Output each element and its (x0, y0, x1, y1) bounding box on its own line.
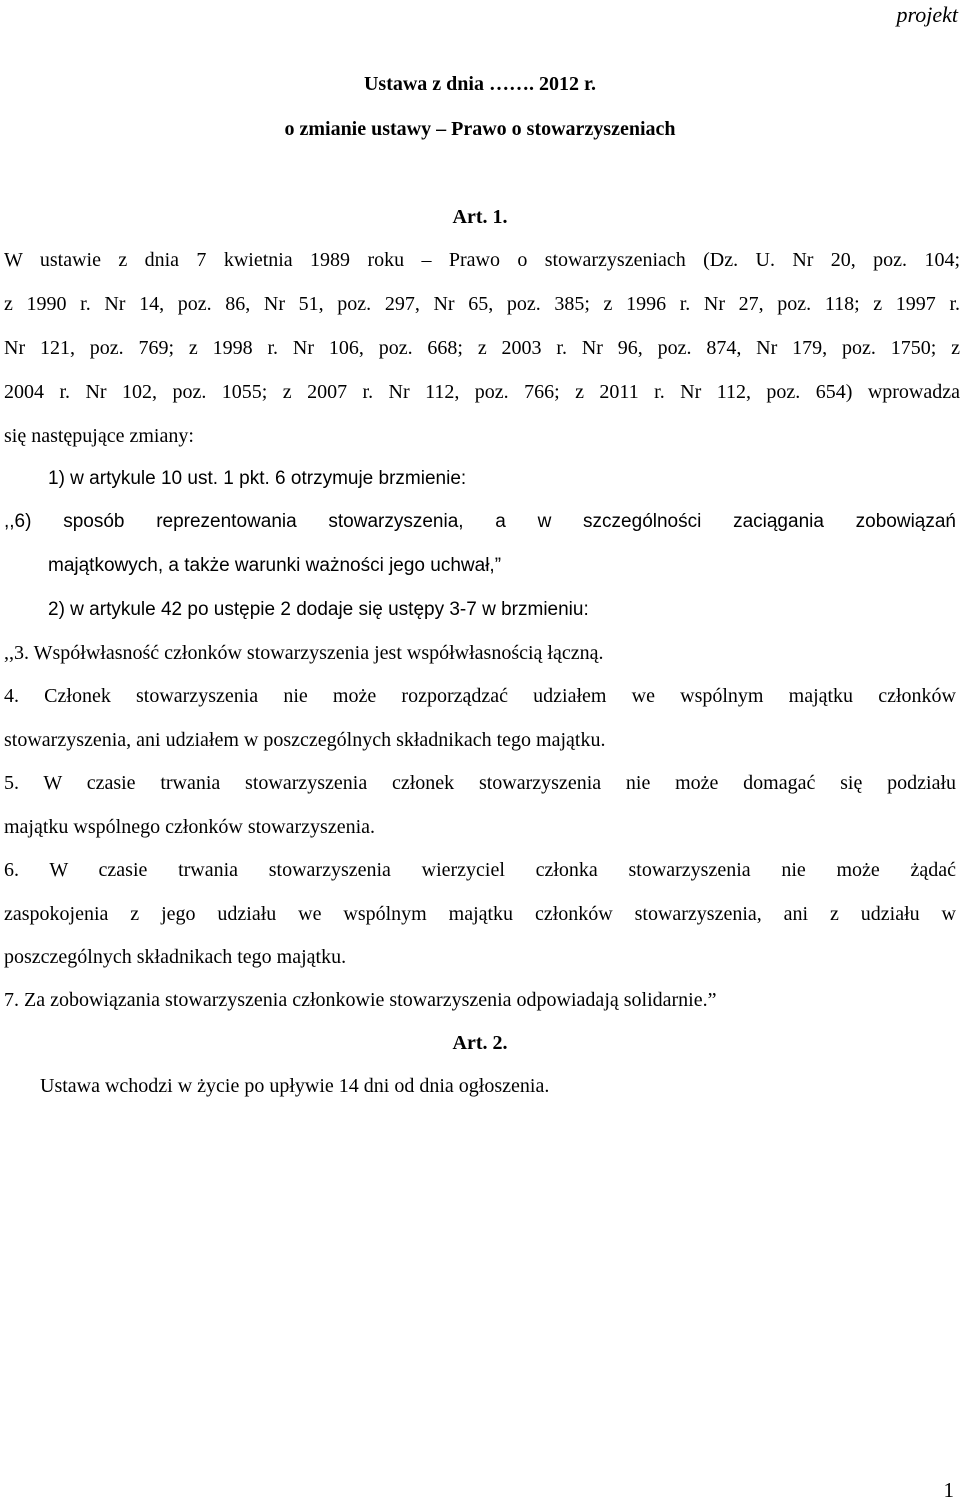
change-1: 1) w artykule 10 ust. 1 pkt. 6 otrzymuje brzmienie: (48, 468, 467, 489)
article-2-text: Ustawa wchodzi w życie po upływie 14 dni od dnia ogłoszenia. (40, 1075, 550, 1097)
paragraph-4-line-2: stowarzyszenia, ani udziałem w poszczególnych składnikach tego majątku. (4, 729, 606, 751)
paragraph-4-line-1: 4. Członek stowarzyszenia nie może rozporządzać udziałem we wspólnym majątku członków (4, 685, 956, 707)
article-1-heading: Art. 1. (452, 206, 508, 228)
paragraph-6-line-3: poszczególnych składnikach tego majątku. (4, 946, 347, 968)
paragraph-7: 7. Za zobowiązania stowarzyszenia członkowie stowarzyszenia odpowiadają solidarnie.” (4, 989, 717, 1011)
paragraph-6-line-2: zaspokojenia z jego udziału we wspólnym majątku członków stowarzyszenia, ani z udziału w (4, 903, 956, 925)
change-2: 2) w artykule 42 po ustępie 2 dodaje się ustępy 3-7 w brzmieniu: (48, 599, 589, 620)
intro-line-4: 2004 r. Nr 102, poz. 1055; z 2007 r. Nr 112, poz. 766; z 2011 r. Nr 112, poz. 654) wprowadza (4, 381, 960, 403)
article-2-heading: Art. 2. (452, 1032, 508, 1054)
intro-line-3: Nr 121, poz. 769; z 1998 r. Nr 106, poz. 668; z 2003 r. Nr 96, poz. 874, Nr 179, poz. 1750; z (4, 337, 960, 359)
intro-line-1: W ustawie z dnia 7 kwietnia 1989 roku – Prawo o stowarzyszeniach (Dz. U. Nr 20, poz. 104; (4, 249, 960, 271)
intro-line-5: się następujące zmiany: (4, 425, 194, 447)
paragraph-5-line-2: majątku wspólnego członków stowarzyszenia. (4, 816, 376, 838)
paragraph-5-line-1: 5. W czasie trwania stowarzyszenia członek stowarzyszenia nie może domagać się podziału (4, 772, 956, 794)
act-subtitle: o zmianie ustawy – Prawo o stowarzyszeniach (284, 118, 676, 140)
act-title: Ustawa z dnia ……. 2012 r. (363, 73, 597, 95)
paragraph-6-line-1: 6. W czasie trwania stowarzyszenia wierzyciel członka stowarzyszenia nie może żądać (4, 859, 956, 881)
project-label: projekt (896, 2, 958, 27)
paragraph-3: ,,3. Współwłasność członków stowarzyszenia jest współwłasnością łączną. (4, 642, 604, 664)
change-1-text-line-2: majątkowych, a także warunki ważności jego uchwał,” (48, 555, 502, 576)
page-number: 1 (943, 1478, 954, 1502)
intro-line-2: z 1990 r. Nr 14, poz. 86, Nr 51, poz. 297, Nr 65, poz. 385; z 1996 r. Nr 27, poz. 118; z 1997 r. (4, 293, 960, 315)
change-1-text-line-1: ,,6) sposób reprezentowania stowarzyszenia, a w szczególności zaciągania zobowiązań (4, 511, 956, 532)
